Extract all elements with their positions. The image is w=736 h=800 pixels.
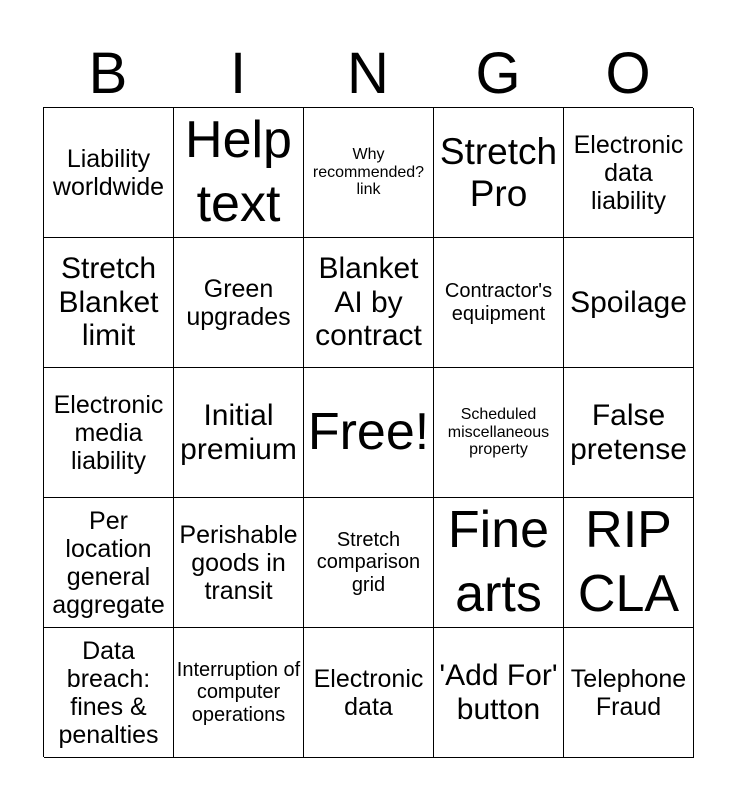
cell-text: Stretch Blanket limit <box>58 252 159 353</box>
cell-text: Scheduled miscellaneous property <box>447 405 550 459</box>
cell-text: Stretch comparison grid <box>316 528 421 596</box>
cell-text: RIP CLA <box>577 501 680 623</box>
bingo-cell[interactable] <box>564 498 694 628</box>
cell-text: False pretense <box>570 398 687 466</box>
bingo-cell[interactable] <box>174 628 304 758</box>
bingo-cell[interactable] <box>434 628 564 758</box>
bingo-card-grid <box>43 107 693 757</box>
bingo-cell[interactable] <box>434 108 564 238</box>
bingo-cell[interactable] <box>174 108 304 238</box>
cell-text: Why recommended? link <box>312 145 425 199</box>
cell-text: Perishable goods in transit <box>179 520 298 605</box>
bingo-cell[interactable] <box>304 628 434 758</box>
cell-text: Contractor's equipment <box>444 280 553 325</box>
bingo-cell[interactable] <box>44 498 174 628</box>
cell-text: Liability worldwide <box>52 144 165 201</box>
cell-text: Per location general aggregate <box>52 506 165 619</box>
cell-text: Electronic data liability <box>573 130 684 215</box>
bingo-cell[interactable] <box>434 368 564 498</box>
cell-text: 'Add For' button <box>439 658 558 726</box>
cell-text: Blanket AI by contract <box>315 252 422 353</box>
bingo-header <box>43 42 693 106</box>
bingo-cell[interactable] <box>304 108 434 238</box>
bingo-cell[interactable] <box>44 108 174 238</box>
bingo-cell[interactable] <box>434 238 564 368</box>
cell-text: Free! <box>307 402 430 461</box>
bingo-cell[interactable] <box>564 368 694 498</box>
cell-text: Spoilage <box>570 285 687 319</box>
cell-text: Stretch Pro <box>439 131 558 214</box>
header-letter-b: B <box>88 41 128 106</box>
bingo-cell[interactable] <box>564 238 694 368</box>
bingo-cell[interactable] <box>304 498 434 628</box>
cell-text: Green upgrades <box>186 274 291 331</box>
cell-text: Electronic media liability <box>53 390 164 475</box>
cell-text: Initial premium <box>180 398 297 466</box>
bingo-cell[interactable] <box>44 368 174 498</box>
header-letter-i: I <box>229 41 247 106</box>
bingo-cell[interactable] <box>434 498 564 628</box>
cell-text: Electronic data <box>313 664 424 721</box>
header-letter-o: O <box>605 41 651 106</box>
bingo-cell-free[interactable] <box>304 368 434 498</box>
bingo-cell[interactable] <box>304 238 434 368</box>
cell-text: Help text <box>185 111 292 233</box>
bingo-cell[interactable] <box>174 498 304 628</box>
header-letter-g: G <box>475 41 521 106</box>
cell-text: Fine arts <box>447 501 550 623</box>
cell-text: Telephone Fraud <box>570 664 687 721</box>
bingo-cell[interactable] <box>174 368 304 498</box>
cell-text: Interruption of computer operations <box>176 658 301 726</box>
bingo-cell[interactable] <box>44 238 174 368</box>
cell-text: Data breach: fines & penalties <box>58 636 159 749</box>
bingo-cell[interactable] <box>44 628 174 758</box>
header-letter-n: N <box>347 41 389 106</box>
bingo-cell[interactable] <box>564 628 694 758</box>
bingo-cell[interactable] <box>174 238 304 368</box>
bingo-cell[interactable] <box>564 108 694 238</box>
